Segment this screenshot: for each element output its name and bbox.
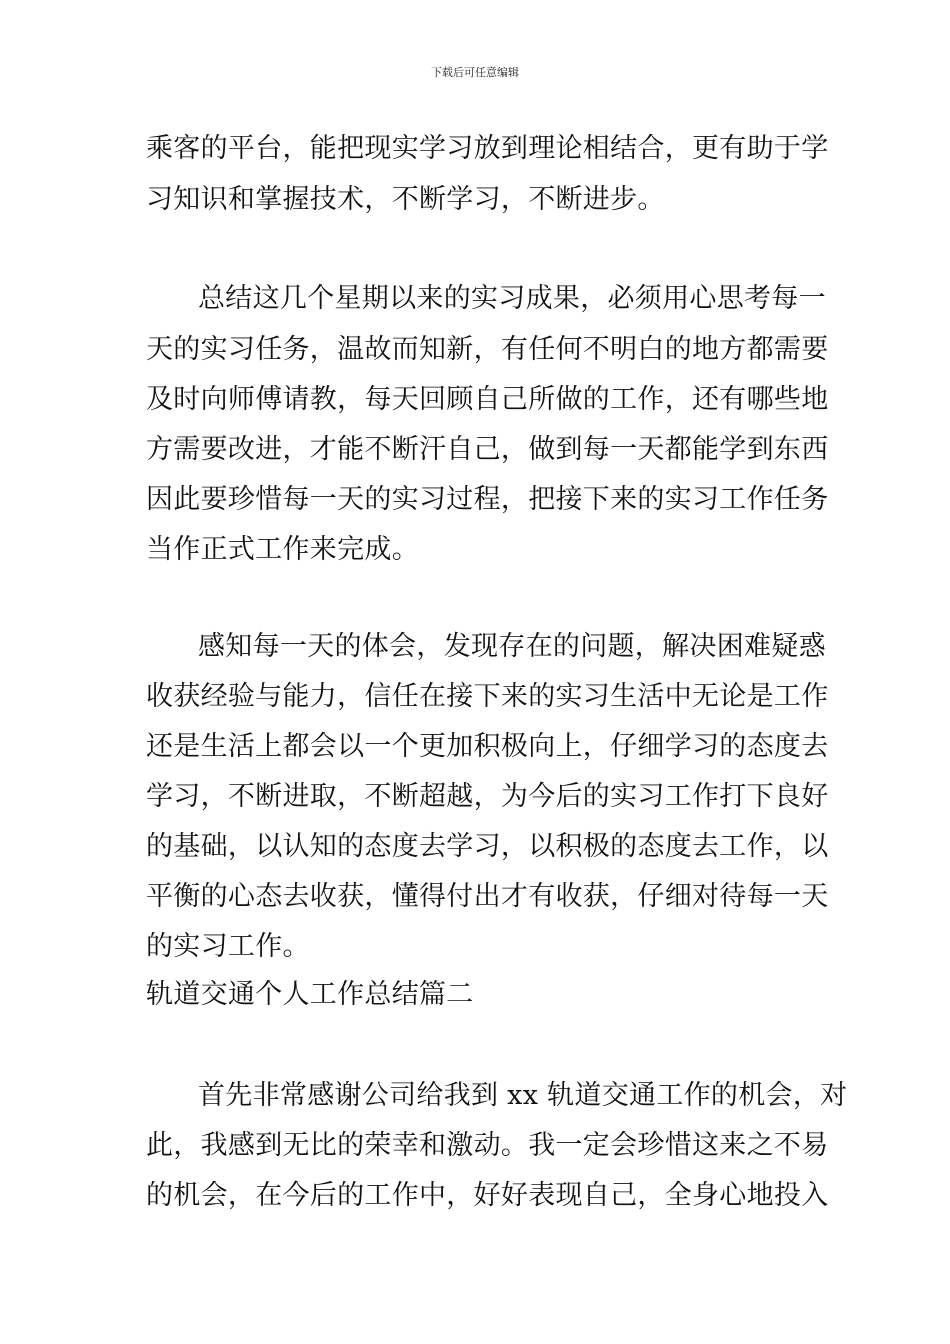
- paragraph-3-line-3: 还是生活上都会以一个更加积极向上，仔细学习的态度去: [146, 731, 829, 762]
- paragraph-3-line-4: 学习，不断进取，不断超越，为今后的实习工作打下良好: [146, 781, 829, 812]
- paragraph-3-line-5: 的基础，以认知的态度去学习，以积极的态度去工作，以: [146, 831, 829, 862]
- paragraph-1-line-1: 乘客的平台，能把现实学习放到理论相结合，更有助于学: [146, 133, 829, 164]
- paragraph-4-line-3: 的机会，在今后的工作中，好好表现自己，全身心地投入: [146, 1180, 829, 1211]
- paragraph-3-line-1: 感知每一天的体会，发现存在的问题，解决困难疑惑: [198, 631, 826, 662]
- page-header: 下载后可任意编辑: [431, 66, 519, 79]
- paragraph-2-line-6: 当作正式工作来完成。: [146, 534, 419, 565]
- paragraph-2-line-4: 方需要改进，才能不断汗自己，做到每一天都能学到东西: [146, 434, 829, 465]
- paragraph-2-line-2: 天的实习任务，温故而知新，有任何不明白的地方都需要: [146, 334, 829, 365]
- paragraph-1-line-2: 习知识和掌握技术，不断学习，不断进步。: [146, 184, 665, 215]
- section-heading: 轨道交通个人工作总结篇二: [146, 979, 474, 1010]
- paragraph-4-line-2: 此，我感到无比的荣幸和激动。我一定会珍惜这来之不易: [146, 1130, 829, 1161]
- paragraph-2-line-1: 总结这几个星期以来的实习成果，必须用心思考每一: [198, 283, 826, 314]
- paragraph-4-line-1: 首先非常感谢公司给我到 xx 轨道交通工作的机会，对: [198, 1080, 848, 1111]
- paragraph-3-line-7: 的实习工作。: [146, 931, 310, 962]
- paragraph-2-line-5: 因此要珍惜每一天的实习过程，把接下来的实习工作任务: [146, 484, 829, 515]
- paragraph-3-line-2: 收获经验与能力，信任在接下来的实习生活中无论是工作: [146, 681, 829, 712]
- paragraph-2-line-3: 及时向师傅请教，每天回顾自己所做的工作，还有哪些地: [146, 384, 829, 415]
- paragraph-3-line-6: 平衡的心态去收获，懂得付出才有收获，仔细对待每一天: [146, 881, 829, 912]
